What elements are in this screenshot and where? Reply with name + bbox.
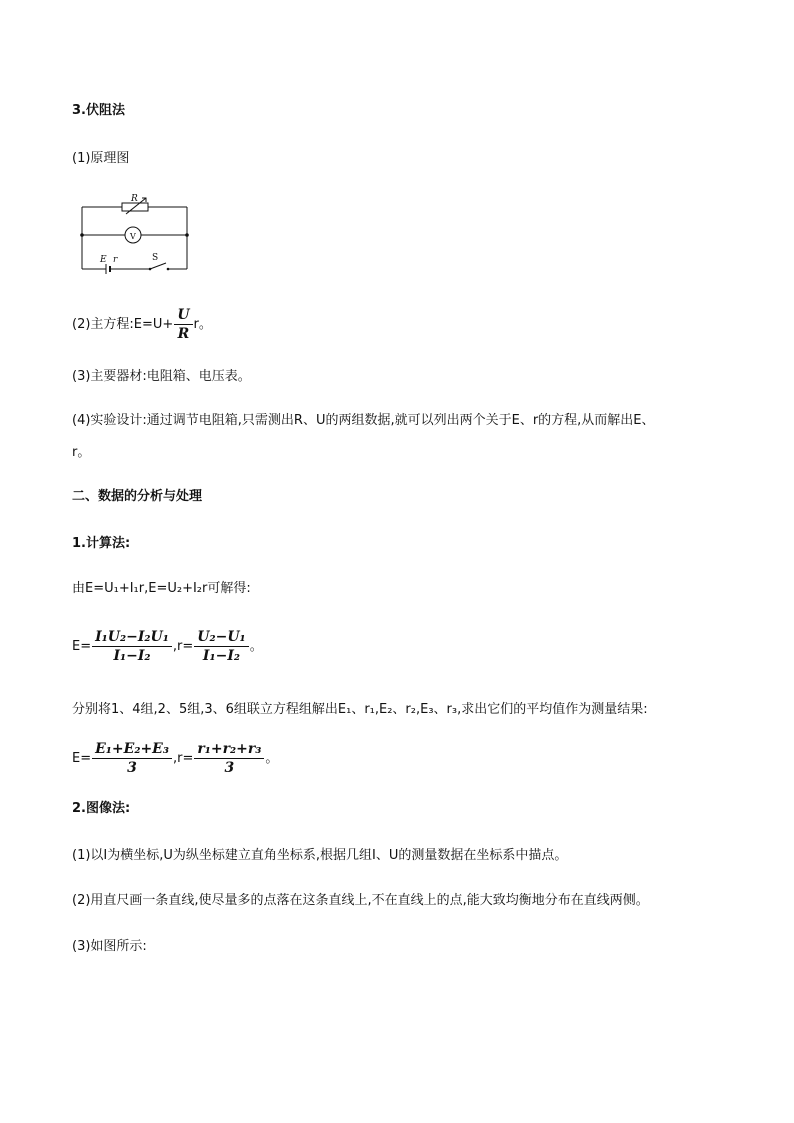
fraction-den: R bbox=[177, 326, 190, 342]
main-eq-prefix: (2)主方程:E=U+ bbox=[72, 317, 174, 332]
e2-den: 3 bbox=[127, 760, 137, 776]
e-label: E= bbox=[72, 639, 92, 654]
calc-method: 分别将1、4组,2、5组,3、6组联立方程组解出E₁、r₁,E₂、r₂,E₃、r₃,求出它们的平均值作为测量结果: bbox=[72, 702, 648, 717]
e2-fraction bbox=[92, 740, 172, 777]
label-e: E bbox=[100, 255, 107, 265]
main-equation bbox=[72, 306, 212, 343]
e-num: I₁U₂−I₂U₁ bbox=[92, 628, 172, 647]
circuit-diagram bbox=[76, 192, 192, 274]
r2-num: r₁+r₂+r₃ bbox=[194, 740, 264, 759]
e-den: I₁−I₂ bbox=[113, 648, 151, 664]
calc-intro: 由E=U₁+I₁r,E=U₂+I₂r可解得: bbox=[72, 581, 251, 596]
section-heading-3: 3.伏阻法 bbox=[72, 103, 125, 118]
r2-den: 3 bbox=[224, 760, 235, 776]
main-eq-suffix: r。 bbox=[193, 317, 212, 332]
average-formula bbox=[72, 740, 278, 777]
fraction-num: U bbox=[174, 306, 192, 325]
label-r-int: r bbox=[113, 255, 118, 265]
r-den: I₁−I₂ bbox=[202, 648, 241, 664]
design-text-line2: r。 bbox=[72, 445, 91, 460]
section-heading-2: 二、数据的分析与处理 bbox=[72, 489, 203, 504]
graph-heading: 2.图像法: bbox=[72, 801, 131, 816]
principle-diagram-label: (1)原理图 bbox=[72, 151, 130, 166]
design-text-line1: (4)实验设计:通过调节电阻箱,只需测出R、U的两组数据,就可以列出两个关于E、r的方程,从而解出E、 bbox=[72, 413, 655, 428]
graph-step1: (1)以I为横坐标,U为纵坐标建立直角坐标系,根据几组I、U的测量数据在坐标系中描点。 bbox=[72, 848, 568, 863]
calc-formula bbox=[72, 628, 263, 665]
label-v: V bbox=[130, 232, 136, 241]
e2-num: E₁+E₂+E₃ bbox=[92, 740, 172, 759]
calc-heading: 1.计算法: bbox=[72, 536, 131, 551]
r2-fraction bbox=[194, 740, 264, 777]
r2-label: ,r= bbox=[172, 751, 194, 766]
e-fraction bbox=[92, 628, 172, 665]
u-over-r-fraction bbox=[174, 306, 192, 343]
formula-end: 。 bbox=[249, 639, 263, 654]
equipment-text: (3)主要器材:电阻箱、电压表。 bbox=[72, 369, 251, 384]
label-r: R bbox=[131, 194, 138, 204]
formula2-end: 。 bbox=[265, 751, 279, 766]
r-label: ,r= bbox=[172, 639, 194, 654]
switch-symbol bbox=[150, 263, 166, 269]
graph-step2: (2)用直尺画一条直线,使尽量多的点落在这条直线上,不在直线上的点,能大致均衡地分布在直线两侧。 bbox=[72, 893, 649, 908]
graph-step3: (3)如图所示: bbox=[72, 939, 147, 954]
label-s: S bbox=[152, 253, 159, 263]
r-num: U₂−U₁ bbox=[194, 628, 248, 647]
e2-label: E= bbox=[72, 751, 92, 766]
r-fraction bbox=[194, 628, 248, 665]
